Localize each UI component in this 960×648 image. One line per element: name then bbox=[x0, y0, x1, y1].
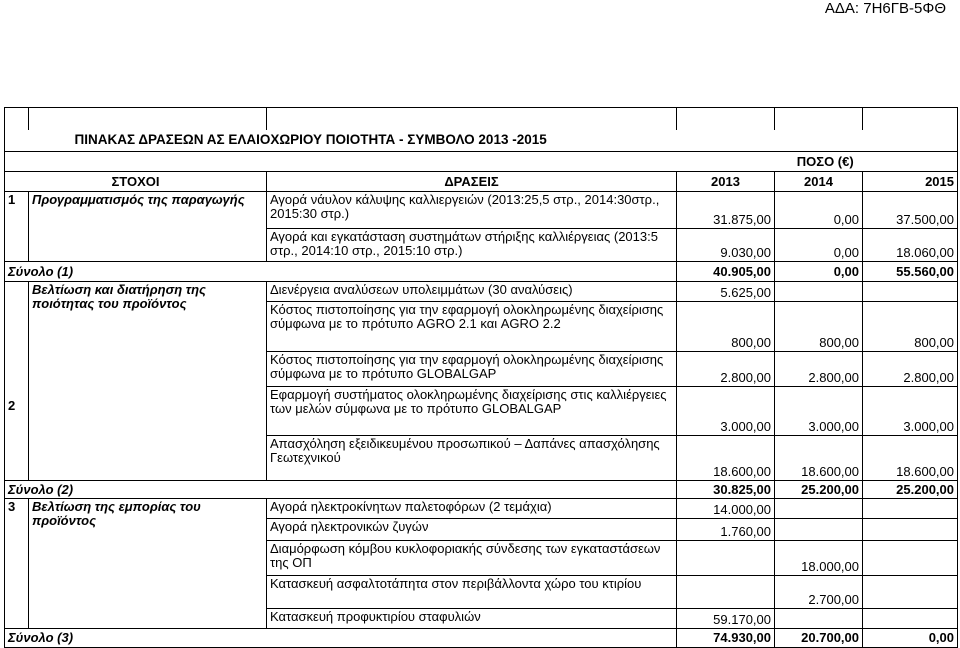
value-2013: 14.000,00 bbox=[677, 499, 775, 519]
total-label: Σύνολο (2) bbox=[5, 481, 677, 499]
value-2015: 800,00 bbox=[863, 302, 958, 352]
col-draseis: ΔΡΑΣΕΙΣ bbox=[267, 172, 677, 192]
value-2013: 18.600,00 bbox=[677, 436, 775, 481]
poso-row bbox=[5, 152, 958, 172]
value-2014: 0,00 bbox=[775, 192, 863, 229]
value-2014: 0,00 bbox=[775, 229, 863, 262]
value-2015: 37.500,00 bbox=[863, 192, 958, 229]
total-2014: 20.700,00 bbox=[775, 629, 863, 648]
value-2014 bbox=[775, 499, 863, 519]
total-2013: 40.905,00 bbox=[677, 262, 775, 282]
value-2014: 3.000,00 bbox=[775, 387, 863, 436]
action-text: Απασχόληση εξειδικευμένου προσωπικού – Δαπάνες απασχόλησης Γεωτεχνικού bbox=[267, 436, 677, 481]
value-2015 bbox=[863, 576, 958, 609]
total-2015: 55.560,00 bbox=[863, 262, 958, 282]
actions-table bbox=[4, 107, 958, 648]
ada-code: ΑΔΑ: 7Η6ΓΒ-5ΦΘ bbox=[824, 0, 946, 17]
value-2013 bbox=[677, 541, 775, 576]
value-2014: 2.700,00 bbox=[775, 576, 863, 609]
action-text: Κόστος πιστοποίησης για την εφαρμογή ολοκληρωμένης διαχείρισης σύμφωνα με το πρότυπο GLOBALGAP bbox=[267, 352, 677, 387]
table-row bbox=[5, 192, 958, 229]
goal-text: Βελτίωση της εμπορίας του προϊόντος bbox=[29, 499, 267, 629]
goal-text: Προγραμματισμός της παραγωγής bbox=[29, 192, 267, 262]
total-2013: 30.825,00 bbox=[677, 481, 775, 499]
title-row bbox=[5, 130, 958, 152]
value-2013: 1.760,00 bbox=[677, 519, 775, 541]
goal-text: Βελτίωση και διατήρηση της ποιότητας του προϊόντος bbox=[29, 282, 267, 481]
goal-number: 1 bbox=[5, 192, 29, 262]
value-2015 bbox=[863, 499, 958, 519]
total-row bbox=[5, 481, 958, 499]
value-2015: 18.060,00 bbox=[863, 229, 958, 262]
total-2013: 74.930,00 bbox=[677, 629, 775, 648]
action-text: Διενέργεια αναλύσεων υπολειμμάτων (30 αναλύσεις) bbox=[267, 282, 677, 302]
action-text: Αγορά νάυλον κάλυψης καλλιεργειών (2013:25,5 στρ., 2014:30στρ., 2015:30 στρ.) bbox=[267, 192, 677, 229]
table-title: ΠΙΝΑΚΑΣ ΔΡΑΣΕΩΝ ΑΣ ΕΛΑΙΟΧΩΡΙΟΥ ΠΟΙΟΤΗΤΑ - ΣΥΜΒΟΛΟ 2013 -2015 bbox=[29, 130, 958, 152]
action-text: Αγορά και εγκατάσταση συστημάτων στήριξης καλλιέργειας (2013:5 στρ., 2014:10 στρ., 2015:10 στρ.) bbox=[267, 229, 677, 262]
action-text: Εφαρμογή συστήματος ολοκληρωμένης διαχείρισης στις καλλιέργειες των μελών σύμφωνα με το πρότυπο GLOBALGAP bbox=[267, 387, 677, 436]
poso-header: ΠΟΣΟ (€) bbox=[677, 152, 958, 172]
value-2014 bbox=[775, 519, 863, 541]
value-2015 bbox=[863, 282, 958, 302]
goal-number: 3 bbox=[5, 499, 29, 629]
action-text: Αγορά ηλεκτροκίνητων παλετοφόρων (2 τεμάχια) bbox=[267, 499, 677, 519]
action-text: Διαμόρφωση κόμβου κυκλοφοριακής σύνδεσης των εγκαταστάσεων της ΟΠ bbox=[267, 541, 677, 576]
col-2014: 2014 bbox=[775, 172, 863, 192]
value-2014: 18.000,00 bbox=[775, 541, 863, 576]
value-2015: 18.600,00 bbox=[863, 436, 958, 481]
spacer-row bbox=[5, 108, 958, 130]
action-text: Κατασκευή ασφαλτοτάπητα στον περιβάλλοντα χώρο του κτιρίου bbox=[267, 576, 677, 609]
value-2015 bbox=[863, 541, 958, 576]
action-text: Κόστος πιστοποίησης για την εφαρμογή ολοκληρωμένης διαχείρισης σύμφωνα με το πρότυπο AGRO 2.1 και AGRO 2.2 bbox=[267, 302, 677, 352]
value-2013: 59.170,00 bbox=[677, 609, 775, 629]
table-row bbox=[5, 499, 958, 519]
total-label: Σύνολο (1) bbox=[5, 262, 677, 282]
total-2015: 25.200,00 bbox=[863, 481, 958, 499]
total-2014: 0,00 bbox=[775, 262, 863, 282]
value-2015: 3.000,00 bbox=[863, 387, 958, 436]
value-2014 bbox=[775, 609, 863, 629]
value-2015: 2.800,00 bbox=[863, 352, 958, 387]
value-2013 bbox=[677, 576, 775, 609]
value-2013: 800,00 bbox=[677, 302, 775, 352]
total-row bbox=[5, 629, 958, 648]
value-2013: 31.875,00 bbox=[677, 192, 775, 229]
value-2013: 5.625,00 bbox=[677, 282, 775, 302]
value-2014: 800,00 bbox=[775, 302, 863, 352]
action-text: Κατασκευή προφυκτιρίου σταφυλιών bbox=[267, 609, 677, 629]
value-2014: 18.600,00 bbox=[775, 436, 863, 481]
value-2014 bbox=[775, 282, 863, 302]
col-stoxoi: ΣΤΟΧΟΙ bbox=[5, 172, 267, 192]
total-row bbox=[5, 262, 958, 282]
value-2015 bbox=[863, 519, 958, 541]
value-2015 bbox=[863, 609, 958, 629]
total-2014: 25.200,00 bbox=[775, 481, 863, 499]
value-2013: 3.000,00 bbox=[677, 387, 775, 436]
goal-number: 2 bbox=[5, 282, 29, 481]
total-2015: 0,00 bbox=[863, 629, 958, 648]
column-header-row bbox=[5, 172, 958, 192]
table-row bbox=[5, 282, 958, 302]
col-2015: 2015 bbox=[863, 172, 958, 192]
total-label: Σύνολο (3) bbox=[5, 629, 677, 648]
value-2014: 2.800,00 bbox=[775, 352, 863, 387]
col-2013: 2013 bbox=[677, 172, 775, 192]
value-2013: 9.030,00 bbox=[677, 229, 775, 262]
value-2013: 2.800,00 bbox=[677, 352, 775, 387]
action-text: Αγορά ηλεκτρονικών ζυγών bbox=[267, 519, 677, 541]
